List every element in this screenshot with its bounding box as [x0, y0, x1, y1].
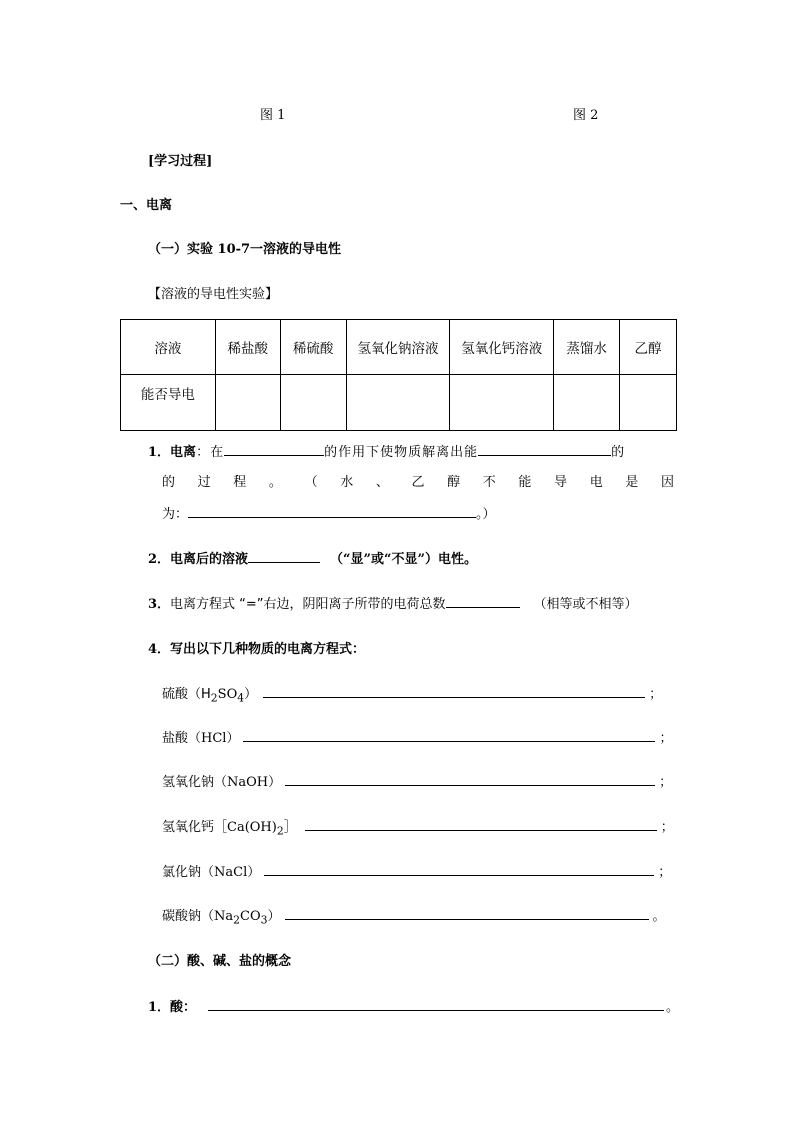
- table-cell: 溶液: [121, 320, 216, 375]
- char: 的: [162, 475, 176, 490]
- section-acid-base-salt-heading: （二）酸、碱、盐的概念: [148, 954, 292, 969]
- question-3-number: 3．: [148, 597, 171, 612]
- equation-blank[interactable]: [263, 683, 645, 698]
- equation-row: [162, 727, 672, 746]
- table-row: [121, 375, 677, 431]
- equation-blank[interactable]: [243, 727, 655, 742]
- acid-definition: [148, 996, 679, 1015]
- subscript: 2: [276, 824, 284, 838]
- equation-blank[interactable]: [285, 771, 655, 786]
- equation-row: [162, 816, 674, 838]
- learning-process-heading: [学习过程]: [148, 154, 213, 169]
- char: 过: [197, 475, 211, 490]
- question-1-number: 1．: [148, 445, 171, 460]
- blank-1c[interactable]: [188, 503, 476, 518]
- conductivity-table: [120, 319, 677, 431]
- acid-blank[interactable]: [208, 996, 664, 1011]
- equation-label: ）: [267, 909, 281, 924]
- question-2-text: 2．电离后的溶液: [148, 552, 249, 567]
- figure-2-caption: 图 2: [573, 108, 599, 123]
- table-cell: 稀盐酸: [215, 320, 280, 375]
- question-1-label: 电离: [170, 445, 197, 460]
- equation-end: ；: [659, 775, 673, 790]
- answer-cell[interactable]: [554, 375, 620, 431]
- question-1-line-2: [162, 471, 674, 490]
- subscript: 2: [233, 913, 241, 927]
- equation-end: ；: [659, 731, 673, 746]
- question-3-text: （相等或不相等）: [533, 597, 638, 612]
- equation-label: 碳酸钠（Na: [162, 909, 234, 924]
- blank-2[interactable]: [248, 548, 320, 563]
- equation-label: 硫酸（H: [162, 687, 211, 702]
- equation-end: 。: [652, 909, 666, 924]
- subscript: 3: [260, 913, 268, 927]
- char: 因: [660, 475, 674, 490]
- char: 醇: [447, 475, 461, 490]
- answer-cell[interactable]: [346, 375, 450, 431]
- table-cell: 乙醇: [620, 320, 677, 375]
- question-3-text: 电离方程式 “=”右边，阴阳离子所带的电荷总数: [170, 597, 446, 612]
- question-1-line-3: [162, 503, 496, 522]
- equation-row: [162, 905, 666, 927]
- char: 导: [554, 475, 568, 490]
- equation-end: ；: [660, 820, 674, 835]
- char: 水: [340, 475, 354, 490]
- char: 是: [625, 475, 639, 490]
- equation-label: CO: [240, 909, 261, 924]
- equation-end: ；: [649, 687, 663, 702]
- question-1-text: 的: [611, 445, 625, 460]
- table-header-row: [121, 320, 677, 375]
- question-1-text: 。）: [476, 507, 496, 522]
- blank-1a[interactable]: [224, 441, 324, 456]
- experiment-title: 【溶液的导电性实验】: [148, 287, 279, 302]
- table-cell: 氢氧化钠溶液: [346, 320, 450, 375]
- equation-label: 氢氧化钠（NaOH）: [162, 775, 282, 790]
- question-3: [148, 593, 638, 612]
- acid-label: 1．酸：: [148, 1000, 197, 1015]
- table-cell: 能否导电: [121, 375, 216, 431]
- equation-row: [162, 771, 672, 790]
- equation-label: ］: [283, 820, 297, 835]
- equation-row: [162, 683, 662, 705]
- question-2: [148, 548, 477, 567]
- char: 能: [518, 475, 532, 490]
- answer-cell[interactable]: [450, 375, 554, 431]
- subscript: 2: [210, 691, 218, 705]
- equation-label: ）: [244, 687, 258, 702]
- equation-label: 氯化钠（NaCl）: [162, 865, 261, 880]
- equation-label: 氢氧化钙［Ca(OH): [162, 820, 277, 835]
- char: 乙: [411, 475, 425, 490]
- equation-row: [162, 861, 671, 880]
- char: 、: [375, 475, 389, 490]
- char: 。: [268, 475, 282, 490]
- equation-blank[interactable]: [305, 816, 657, 831]
- answer-cell[interactable]: [215, 375, 280, 431]
- char: 程: [233, 475, 247, 490]
- blank-1b[interactable]: [478, 441, 611, 456]
- table-cell: 蒸馏水: [554, 320, 620, 375]
- section-ionization-heading: 一、电离: [120, 198, 173, 213]
- equation-label: 盐酸（HCl）: [162, 731, 240, 746]
- equation-label: SO: [217, 687, 238, 702]
- question-1-text: 为：: [162, 507, 189, 522]
- equation-blank[interactable]: [285, 905, 649, 920]
- char: 不: [482, 475, 496, 490]
- subscript: 4: [237, 691, 245, 705]
- question-1: [148, 441, 624, 460]
- char: 电: [589, 475, 603, 490]
- table-cell: 氢氧化钙溶液: [450, 320, 554, 375]
- experiment-heading: （一）实验 10-7一溶液的导电性: [148, 242, 342, 257]
- table-cell: 稀硫酸: [280, 320, 346, 375]
- answer-cell[interactable]: [280, 375, 346, 431]
- acid-end: 。: [666, 1000, 680, 1015]
- equation-blank[interactable]: [264, 861, 654, 876]
- question-2-text: （“显”或“不显”）电性。: [330, 552, 477, 567]
- question-1-text: 的作用下使物质解离出能: [324, 445, 479, 460]
- question-1-text: ：在: [196, 445, 225, 460]
- equation-end: ；: [658, 865, 672, 880]
- blank-3[interactable]: [446, 593, 520, 608]
- char: （: [304, 475, 318, 490]
- answer-cell[interactable]: [620, 375, 677, 431]
- figure-1-caption: 图 1: [260, 108, 286, 123]
- question-4: 4．写出以下几种物质的电离方程式：: [148, 642, 366, 657]
